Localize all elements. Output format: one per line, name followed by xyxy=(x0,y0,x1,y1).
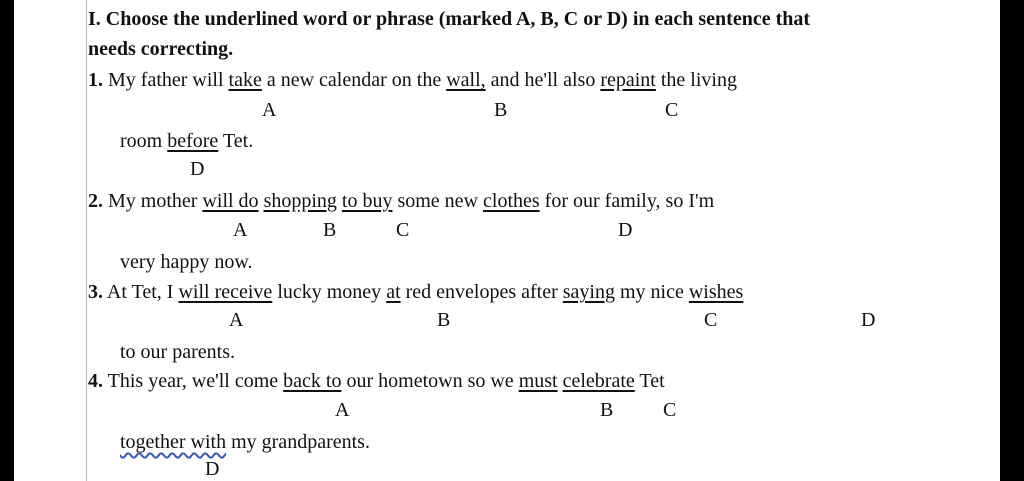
q2-option-a: will do xyxy=(202,190,259,212)
q1-option-d: before xyxy=(167,130,219,152)
q3-letter-c: C xyxy=(704,309,718,331)
question-1-line-1: 1. My father will take a new calendar on the wall, and he'll also repaint the living xyxy=(88,69,737,91)
q4-option-a: back to xyxy=(283,370,342,392)
q3-option-c: saying xyxy=(562,281,615,303)
q1-letter-a: A xyxy=(262,99,277,121)
q3-option-d: wishes xyxy=(688,281,744,303)
q2-option-c: to buy xyxy=(341,190,393,212)
question-4-line-2: together with my grandparents. xyxy=(120,431,370,453)
q3-letter-b: B xyxy=(437,309,451,331)
margin-line xyxy=(86,0,87,481)
q3-letter-d: D xyxy=(861,309,876,331)
q1-letter-c: C xyxy=(665,99,679,121)
q4-letter-b: B xyxy=(600,399,614,421)
q2-letter-a: A xyxy=(233,219,248,241)
q2-option-b: shopping xyxy=(263,190,337,212)
instruction-line-2: needs correcting. xyxy=(88,38,234,60)
q4-letter-a: A xyxy=(335,399,350,421)
q3-letter-a: A xyxy=(229,309,244,331)
question-3-line-1: 3. At Tet, I will receive lucky money at red envelopes after saying my nice wishes xyxy=(88,281,744,303)
q2-letter-d: D xyxy=(618,219,633,241)
question-2-number: 2. xyxy=(88,190,103,212)
question-2-line-2: very happy now. xyxy=(120,251,253,273)
q4-letter-d: D xyxy=(205,458,220,480)
q1-letter-d: D xyxy=(190,158,205,180)
q4-option-c: celebrate xyxy=(562,370,635,392)
question-1-number: 1. xyxy=(88,69,103,91)
question-2-line-1: 2. My mother will do shopping to buy some new clothes for our family, so I'm xyxy=(88,190,715,212)
q1-letter-b: B xyxy=(494,99,508,121)
q2-letter-b: B xyxy=(323,219,337,241)
q4-option-b: must xyxy=(518,370,558,392)
q1-option-c: repaint xyxy=(600,69,656,91)
q3-option-a: will receive xyxy=(178,281,273,303)
question-1-line-2: room before Tet. xyxy=(120,130,254,152)
q2-letter-c: C xyxy=(396,219,410,241)
q1-option-b: wall, xyxy=(446,69,486,91)
q4-letter-c: C xyxy=(663,399,677,421)
q4-option-d: together with xyxy=(120,431,227,453)
question-4-line-1: 4. This year, we'll come back to our hometown so we must celebrate Tet xyxy=(88,370,665,392)
left-border xyxy=(0,0,14,481)
question-3-line-2: to our parents. xyxy=(120,341,235,363)
q1-option-a: take xyxy=(228,69,262,91)
question-3-number: 3. xyxy=(88,281,103,303)
right-border xyxy=(1000,0,1024,481)
q2-option-d: clothes xyxy=(483,190,540,212)
instruction-line-1: I. Choose the underlined word or phrase (marked A, B, C or D) in each sentence that xyxy=(88,8,811,30)
question-4-number: 4. xyxy=(88,370,103,392)
q3-option-b: at xyxy=(386,281,401,303)
